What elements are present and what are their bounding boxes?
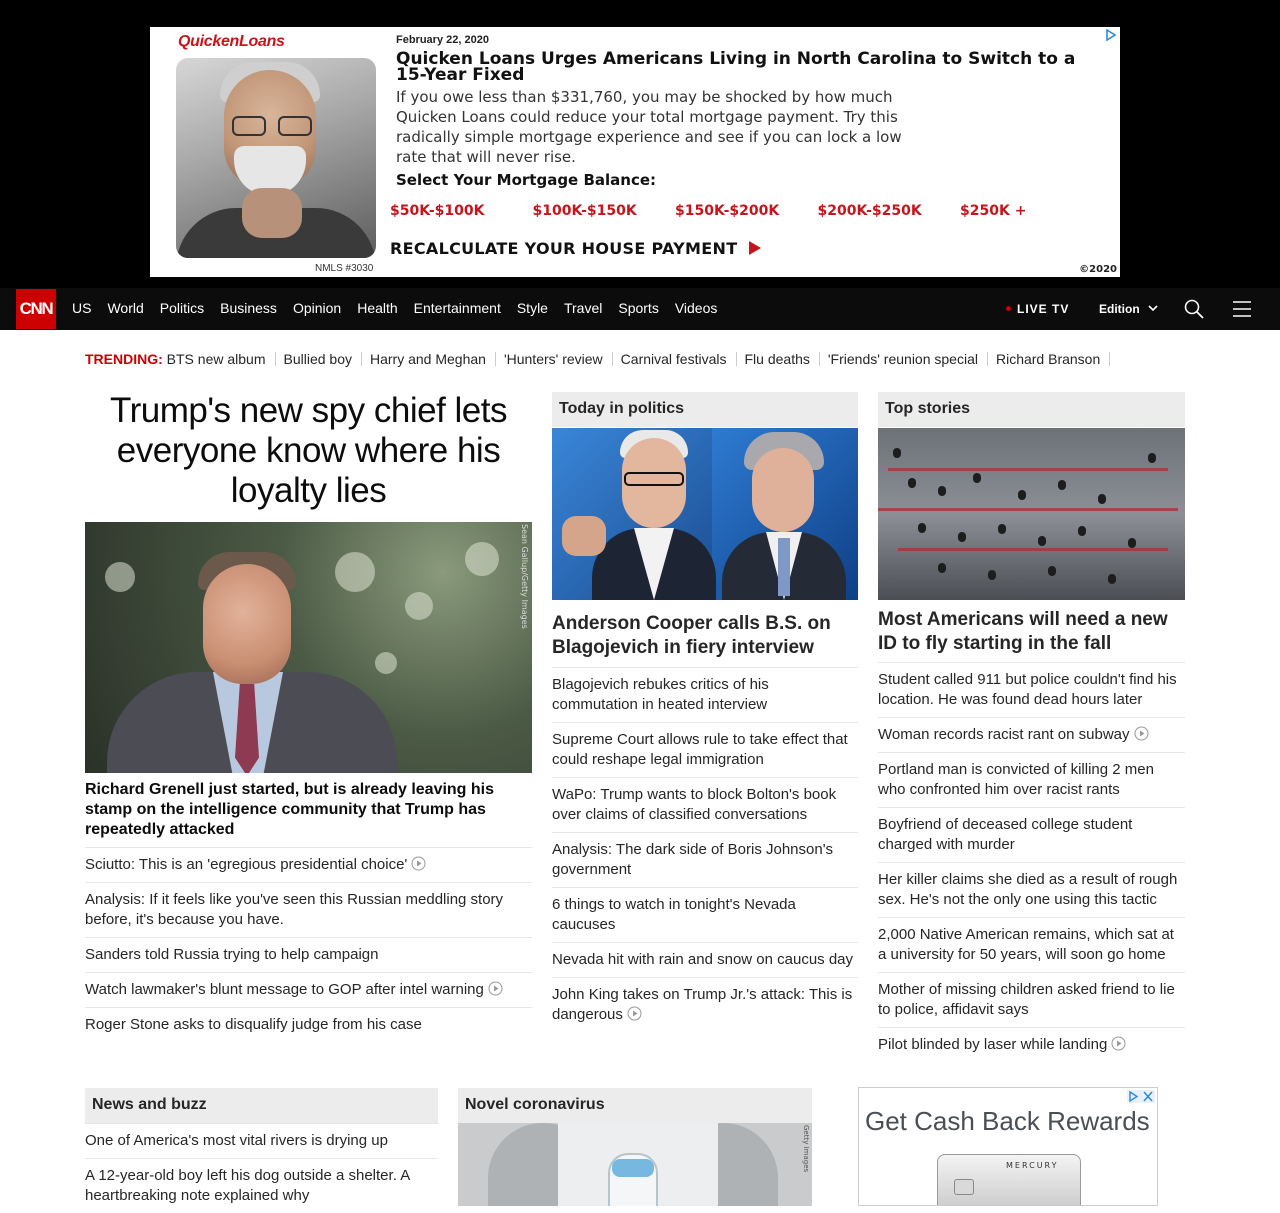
politics-headline[interactable]: Anderson Cooper calls B.S. on Blagojevich in fiery interview [552, 613, 831, 658]
ad-title[interactable]: Get Cash Back Rewards [865, 1106, 1150, 1136]
ad-nmls: NMLS #3030 [315, 263, 374, 274]
top-stories-headline[interactable]: Most Americans will need a new ID to fly starting in the fall [878, 609, 1168, 654]
list-item[interactable] [552, 977, 858, 1032]
play-icon [1134, 726, 1149, 741]
lead-headline[interactable]: Trump's new spy chief lets everyone know where his loyalty lies [110, 391, 507, 510]
nav-link-travel[interactable]: Travel [563, 300, 603, 316]
trending-item[interactable]: 'Friends' reunion special [827, 351, 978, 367]
story-link[interactable]: Boyfriend of deceased college student charged with murder [878, 816, 1133, 853]
nav-link-style[interactable]: Style [516, 300, 548, 316]
nav-link-health[interactable]: Health [357, 300, 398, 316]
list-item[interactable] [552, 667, 858, 722]
play-arrow-icon [749, 241, 761, 255]
story-link[interactable]: Supreme Court allows rule to take effect that could reshape legal immigration [552, 731, 848, 768]
story-link[interactable]: Analysis: The dark side of Boris Johnson's government [552, 841, 834, 878]
play-icon [488, 981, 503, 996]
trending-item[interactable]: Flu deaths [744, 351, 810, 367]
story-link[interactable]: Nevada hit with rain and snow on caucus day [552, 951, 854, 968]
nav-link-world[interactable]: World [107, 300, 144, 316]
card-chip-icon [954, 1179, 974, 1195]
top-ad-band [0, 0, 1280, 288]
list-item[interactable] [85, 882, 532, 937]
story-link[interactable]: Sciutto: This is an 'egregious presidential choice' [85, 856, 408, 873]
coronavirus-image[interactable] [458, 1123, 812, 1206]
search-icon[interactable] [1183, 298, 1205, 320]
trending-item[interactable]: 'Hunters' review [503, 351, 603, 367]
nav-link-entertainment[interactable]: Entertainment [413, 300, 501, 316]
ad-option-button[interactable]: $250K + [960, 203, 1027, 219]
ad-option-button[interactable]: $200K-$250K [817, 203, 922, 219]
list-item[interactable] [552, 777, 858, 832]
list-item[interactable] [878, 752, 1185, 807]
section-header-top-stories[interactable]: Top stories [878, 392, 1185, 427]
story-link[interactable]: Her killer claims she died as a result of rough sex. He's not the only one using this tactic [878, 871, 1178, 908]
list-item[interactable] [878, 972, 1185, 1027]
list-item[interactable] [878, 862, 1185, 917]
story-link[interactable]: Mother of missing children asked friend to lie to police, affidavit says [878, 981, 1175, 1018]
story-link[interactable]: A 12-year-old boy left his dog outside a shelter. A heartbreaking note explained why [85, 1167, 410, 1204]
ad-cta-label: RECALCULATE YOUR HOUSE PAYMENT [390, 239, 738, 258]
image-credit: Getty Images [802, 1125, 810, 1173]
play-icon [411, 856, 426, 871]
nav-link-opinion[interactable]: Opinion [292, 300, 342, 316]
cash-back-ad[interactable] [858, 1087, 1158, 1206]
ad-recalculate-button[interactable] [390, 239, 761, 258]
lead-image[interactable] [85, 522, 532, 773]
story-link[interactable]: Watch lawmaker's blunt message to GOP after intel warning [85, 981, 484, 998]
list-item[interactable] [878, 917, 1185, 972]
list-item[interactable] [552, 722, 858, 777]
ad-balance-options [390, 203, 1103, 219]
section-header-coronavirus[interactable]: Novel coronavirus [458, 1088, 812, 1123]
ad-option-button[interactable]: $150K-$200K [675, 203, 780, 219]
story-link[interactable]: John King takes on Trump Jr.'s attack: This is dangerous [552, 986, 853, 1023]
menu-icon[interactable] [1232, 299, 1252, 319]
story-link[interactable]: Woman records racist rant on subway [878, 726, 1130, 743]
nav-links [72, 300, 717, 316]
list-item[interactable] [85, 972, 532, 1007]
edition-button[interactable]: Edition [1099, 302, 1140, 316]
adchoices-icon[interactable] [1105, 29, 1117, 41]
ad-copyright: ©2020 [1079, 264, 1117, 275]
quicken-loans-ad[interactable] [150, 27, 1120, 277]
story-link[interactable]: Blagojevich rebukes critics of his commutation in heated interview [552, 676, 769, 713]
lead-story-list [85, 847, 532, 1042]
story-link[interactable]: Sanders told Russia trying to help campaign [85, 946, 379, 963]
story-link[interactable]: Pilot blinded by laser while landing [878, 1036, 1108, 1053]
chevron-down-icon[interactable] [1147, 302, 1159, 314]
list-item[interactable] [878, 717, 1185, 752]
live-dot-icon [1006, 306, 1011, 311]
top-stories-list [878, 662, 1185, 1062]
politics-image[interactable] [552, 428, 858, 600]
story-link[interactable]: Analysis: If it feels like you've seen this Russian meddling story before, it's because you have. [85, 891, 504, 928]
adchoices-close-icon[interactable] [1127, 1090, 1155, 1103]
ad-date: February 22, 2020 [396, 34, 489, 46]
ad-option-button[interactable]: $50K-$100K [390, 203, 485, 219]
image-credit: Sean Gallup/Getty Images [520, 524, 529, 629]
trending-item[interactable]: Richard Branson [995, 351, 1101, 367]
ad-select-label: Select Your Mortgage Balance: [396, 171, 657, 189]
lead-subhead[interactable]: Richard Grenell just started, but is already leaving his stamp on the intelligence community that Trump has repeatedly attacked [85, 781, 495, 838]
ad-option-button[interactable]: $100K-$150K [532, 203, 637, 219]
list-item[interactable] [878, 1027, 1185, 1062]
play-icon [627, 1006, 642, 1021]
list-item[interactable] [878, 807, 1185, 862]
ad-body: If you owe less than $331,760, you may be shocked by how much Quicken Loans could reduce your total mortgage payment. Try this radically simple mortgage experience and see if you can lock a low rate that will never rise. [396, 88, 902, 166]
list-item[interactable] [552, 942, 858, 977]
trending-label: TRENDING: [85, 351, 163, 367]
top-stories-image[interactable] [878, 428, 1185, 600]
trending-item[interactable]: Carnival festivals [620, 351, 727, 367]
list-item[interactable] [552, 832, 858, 887]
list-item[interactable] [85, 937, 532, 972]
section-header-news-buzz[interactable]: News and buzz [85, 1088, 438, 1123]
list-item[interactable] [85, 847, 532, 882]
story-link[interactable]: Portland man is convicted of killing 2 men who confronted him over racist rants [878, 761, 1154, 798]
politics-story-list [552, 667, 858, 1032]
list-item[interactable] [552, 887, 858, 942]
main-nav [0, 288, 1280, 330]
trending-item[interactable]: Bullied boy [283, 351, 352, 367]
list-item[interactable] [85, 1123, 438, 1158]
trending-item[interactable]: BTS new album [166, 351, 266, 367]
news-buzz-list [85, 1123, 438, 1213]
story-link[interactable]: 2,000 Native American remains, which sat at a university for 50 years, will soon go home [878, 926, 1174, 963]
cnn-logo[interactable]: CNN [16, 289, 56, 329]
list-item[interactable] [85, 1158, 438, 1213]
live-tv-label: LIVE TV [1017, 302, 1070, 316]
nav-link-videos[interactable]: Videos [674, 300, 718, 316]
story-link[interactable]: One of America's most vital rivers is drying up [85, 1132, 388, 1149]
credit-card-image[interactable] [937, 1154, 1081, 1206]
play-icon [1111, 1036, 1126, 1051]
ad-photo[interactable] [176, 58, 376, 258]
story-link[interactable]: Student called 911 but police couldn't find his location. He was found dead hours later [878, 671, 1177, 708]
trending-item[interactable]: Harry and Meghan [370, 351, 486, 367]
trending-bar [85, 351, 1195, 371]
card-brand: MERCURY [1006, 1161, 1059, 1170]
nav-link-business[interactable]: Business [220, 300, 277, 316]
nav-link-sports[interactable]: Sports [618, 300, 659, 316]
section-header-politics[interactable]: Today in politics [552, 392, 858, 427]
ad-brand-logo[interactable]: QuickenLoans [178, 33, 285, 50]
nav-link-politics[interactable]: Politics [159, 300, 205, 316]
ad-headline[interactable]: Quicken Loans Urges Americans Living in North Carolina to Switch to a 15-Year Fixed [396, 49, 1076, 85]
live-tv-button[interactable] [1006, 302, 1069, 316]
story-link[interactable]: 6 things to watch in tonight's Nevada caucuses [552, 896, 796, 933]
nav-link-us[interactable]: US [72, 300, 92, 316]
story-link[interactable]: WaPo: Trump wants to block Bolton's book over claims of classified conversations [552, 786, 837, 823]
list-item[interactable] [85, 1007, 532, 1042]
list-item[interactable] [878, 662, 1185, 717]
story-link[interactable]: Roger Stone asks to disqualify judge from his case [85, 1016, 422, 1033]
